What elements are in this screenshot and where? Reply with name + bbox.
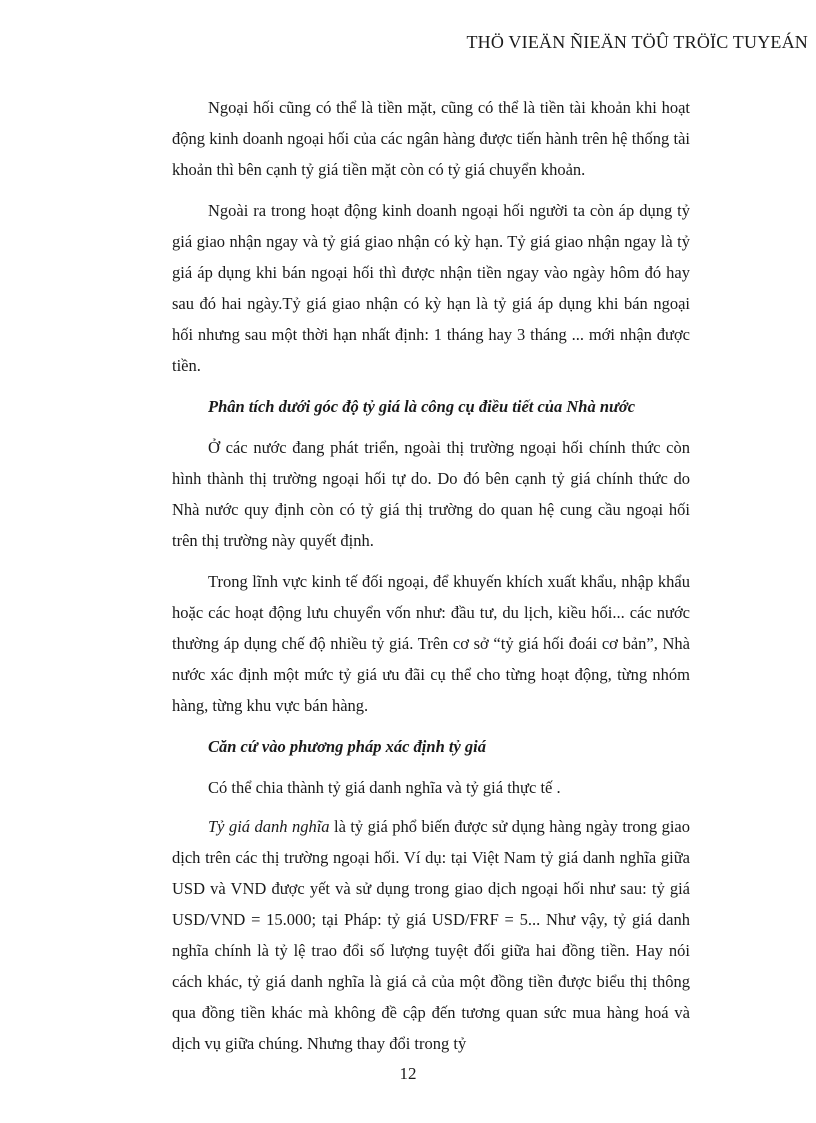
paragraph: Ở các nước đang phát triển, ngoài thị trường ngoại hối chính thức còn hình thành thị trường ngoại hối tự do. Do đó bên cạnh tỷ giá chính thức do Nhà nước quy định còn có tỷ giá thị trường do quan hệ cung cầu ngoại hối trên thị trường này quyết định. xyxy=(172,438,690,550)
section-heading: Phân tích dưới góc độ tỷ giá là công cụ điều tiết của Nhà nước xyxy=(208,397,636,416)
page-number: 12 xyxy=(399,1064,417,1083)
paragraph-text: là tỷ giá phổ biến được sử dụng hàng ngày trong giao dịch trên các thị trường ngoại hối. Ví dụ: tại Việt Nam tỷ giá danh nghĩa giữa USD và VND được yết và sử dụng trong giao dịch ngoại hối như sau: tỷ giá USD/VND = 15.000; tại Pháp: tỷ giá USD/FRF = 5... Như vậy, tỷ giá danh nghĩa chính là tỷ lệ trao đổi số lượng tuyệt đối giữa hai đồng tiền. Hay nói cách khác, tỷ giá danh nghĩa là giá cả của một đồng tiền được biểu thị thông qua đồng tiền khác mà không đề cập đến tương quan sức mua hàng hoá và dịch vụ giữa chúng. Nhưng thay đổi trong tỷ xyxy=(172,817,691,1053)
paragraph: Trong lĩnh vực kinh tế đối ngoại, để khuyến khích xuất khẩu, nhập khẩu hoặc các hoạt động lưu chuyển vốn như: đầu tư, du lịch, kiều hối... các nước thường áp dụng chế độ nhiều tỷ giá. Trên cơ sở “tỷ giá hối đoái cơ bản”, Nhà nước xác định một mức tỷ giá ưu đãi cụ thể cho từng hoạt động, từng nhóm hàng, từng khu vực bán hàng. xyxy=(172,572,690,715)
page-body xyxy=(172,92,690,1069)
term: Tỷ giá danh nghĩa xyxy=(208,817,330,836)
paragraph: Có thể chia thành tỷ giá danh nghĩa và tỷ giá thực tế . xyxy=(208,778,561,797)
section-heading: Căn cứ vào phương pháp xác định tỷ giá xyxy=(208,737,486,756)
page-header: THÖ VIEÄN ÑIEÄN TÖÛ TRÖÏC TUYEÁN xyxy=(466,32,808,52)
paragraph xyxy=(172,811,690,1059)
paragraph: Ngoại hối cũng có thể là tiền mặt, cũng có thể là tiền tài khoản khi hoạt động kinh doanh ngoại hối của các ngân hàng được tiến hành trên hệ thống tài khoản thì bên cạnh tỷ giá tiền mặt còn có tỷ giá chuyển khoản. xyxy=(172,98,690,179)
paragraph: Ngoài ra trong hoạt động kinh doanh ngoại hối người ta còn áp dụng tỷ giá giao nhận ngay và tỷ giá giao nhận có kỳ hạn. Tỷ giá giao nhận ngay là tỷ giá áp dụng khi bán ngoại hối thì được nhận tiền ngay vào ngày hôm đó hay sau đó hai ngày.Tỷ giá giao nhận có kỳ hạn là tỷ giá áp dụng khi bán ngoại hối nhưng sau một thời hạn nhất định: 1 tháng hay 3 tháng ... mới nhận được tiền. xyxy=(172,201,690,375)
